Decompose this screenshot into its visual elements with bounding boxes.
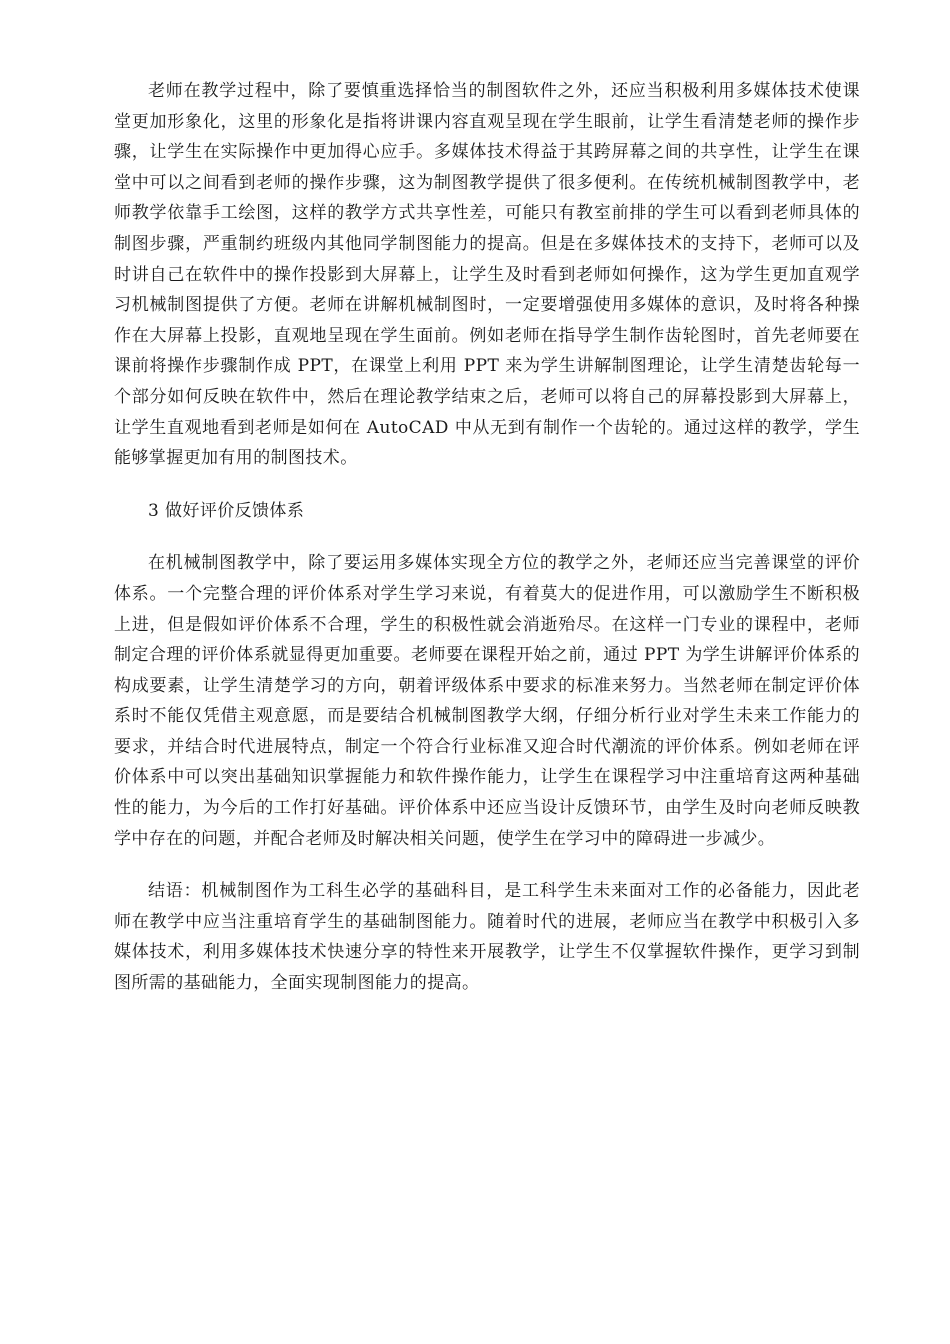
section-heading-evaluation-feedback: 3 做好评价反馈体系 bbox=[148, 500, 305, 521]
paragraph-conclusion: 结语：机械制图作为工科生必学的基础科目，是工科学生未来面对工作的必备能力，因此老师在教学中应当注重培育学生的基础制图能力。随着时代的进展，老师应当在教学中积极引入多媒体技术，利用多媒体技术快速分享的特性来开展教学，让学生不仅掌握软件操作，更学习到制图所需的基础能力，全面实现制图能力的提高。 bbox=[114, 881, 860, 994]
paragraph-evaluation-system: 在机械制图教学中，除了要运用多媒体实现全方位的教学之外，老师还应当完善课堂的评价体系。一个完整合理的评价体系对学生学习来说，有着莫大的促进作用，可以激励学生不断积极上进，但是假如评价体系不合理，学生的积极性就会消逝殆尽。在这样一门专业的课程中，老师制定合理的评价体系就显得更加重要。老师要在课程开始之前，通过 PPT 为学生讲解评价体系的构成要素，让学生清楚学习的方向，朝着评级体系中要求的标准来努力。当然老师在制定评价体系时不能仅凭借主观意愿，而是要结合机械制图教学大纲，仔细分析行业对学生未来工作能力的要求，并结合时代进展特点，制定一个符合行业标准又迎合时代潮流的评价体系。例如老师在评价体系中可以突出基础知识掌握能力和软件操作能力，让学生在课程学习中注重培育这两种基础性的能力，为今后的工作打好基础。评价体系中还应当设计反馈环节，由学生及时向老师反映教学中存在的问题，并配合老师及时解决相关问题，使学生在学习中的障碍进一步减少。 bbox=[114, 553, 860, 849]
paragraph-multimedia-teaching: 老师在教学过程中，除了要慎重选择恰当的制图软件之外，还应当积极利用多媒体技术使课堂更加形象化，这里的形象化是指将讲课内容直观呈现在学生眼前，让学生看清楚老师的操作步骤，让学生在实际操作中更加得心应手。多媒体技术得益于其跨屏幕之间的共享性，让学生在课堂中可以之间看到老师的操作步骤，这为制图教学提供了很多便利。在传统机械制图教学中，老师教学依靠手工绘图，这样的教学方式共享性差，可能只有教室前排的学生可以看到老师具体的制图步骤，严重制约班级内其他同学制图能力的提高。但是在多媒体技术的支持下，老师可以及时讲自己在软件中的操作投影到大屏幕上，让学生及时看到老师如何操作，这为学生更加直观学习机械制图提供了方便。老师在讲解机械制图时，一定要增强使用多媒体的意识，及时将各种操作在大屏幕上投影，直观地呈现在学生面前。例如老师在指导学生制作齿轮图时，首先老师要在课前将操作步骤制作成 PPT，在课堂上利用 PPT 来为学生讲解制图理论，让学生清楚齿轮每一个部分如何反映在软件中，然后在理论教学结束之后，老师可以将自己的屏幕投影到大屏幕上，让学生直观地看到老师是如何在 AutoCAD 中从无到有制作一个齿轮的。通过这样的教学，学生能够掌握更加有用的制图技术。 bbox=[114, 81, 860, 469]
